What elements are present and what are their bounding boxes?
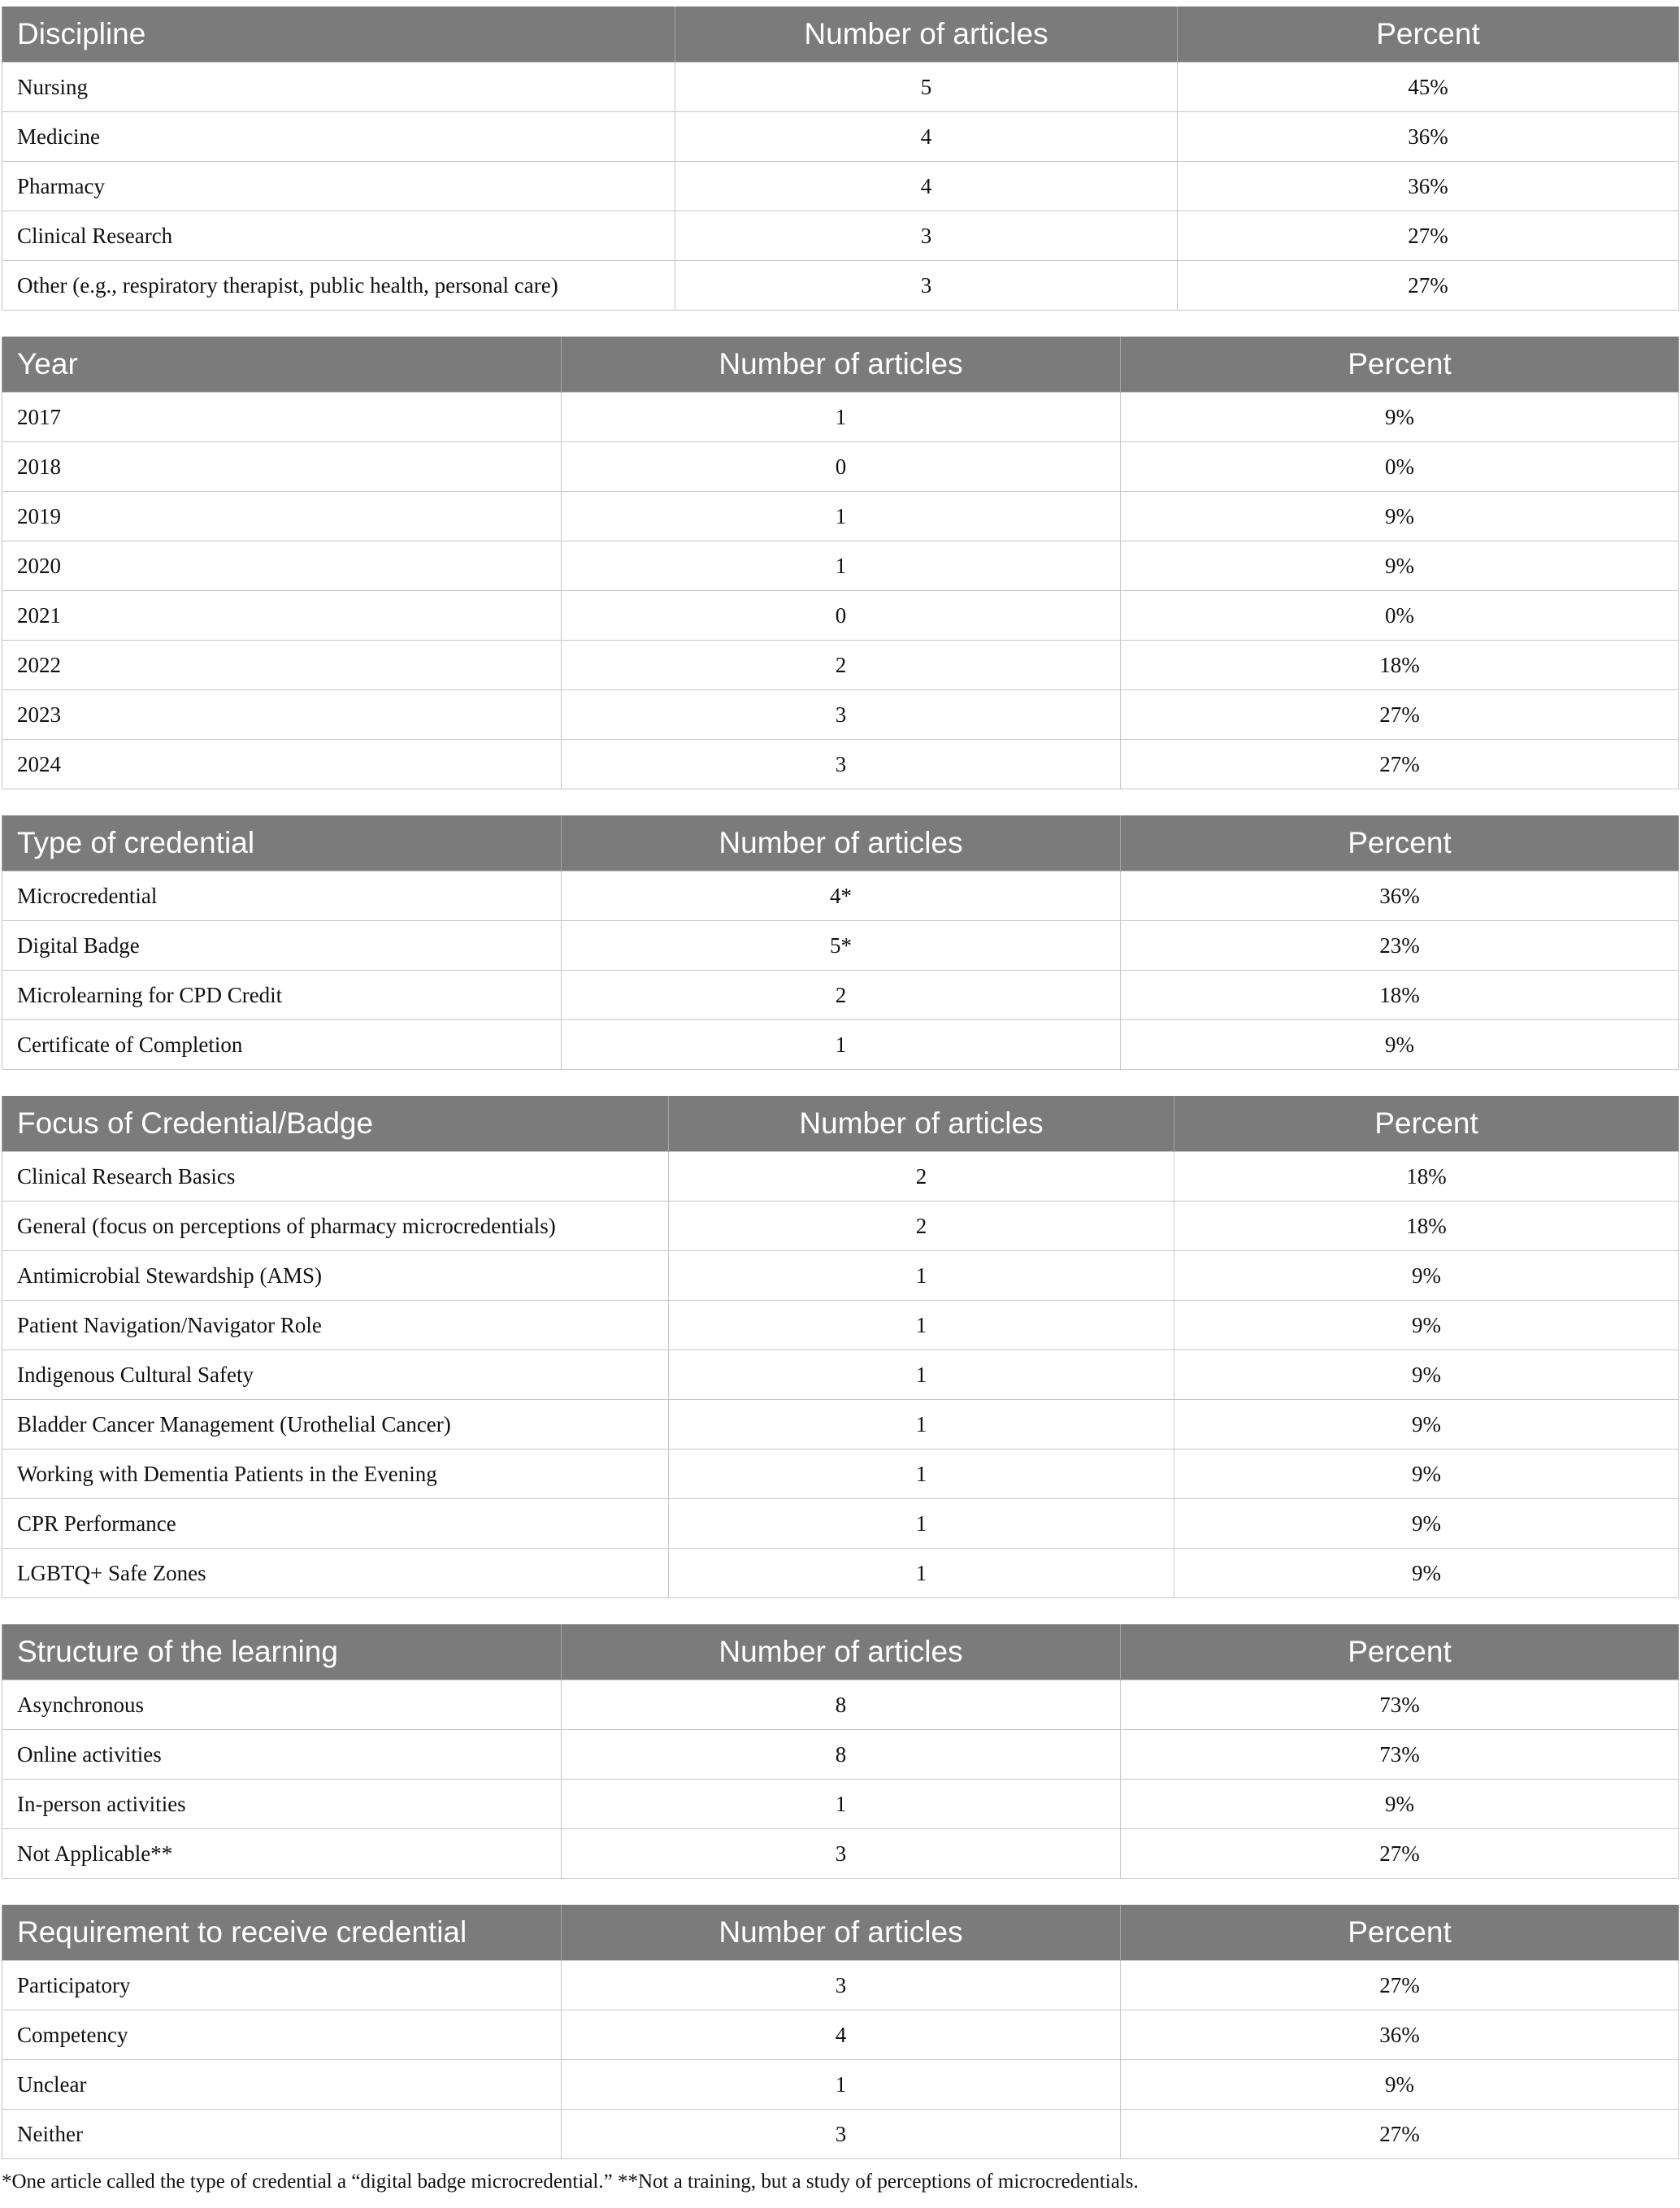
cell-pct: 9%: [1174, 1450, 1679, 1499]
cell-num: 3: [562, 740, 1121, 789]
cell-label: 2024: [2, 740, 562, 789]
column-header-label: Requirement to receive credential: [2, 1905, 562, 1961]
cell-pct: 9%: [1121, 1780, 1679, 1829]
cell-num: 3: [562, 690, 1121, 740]
cell-label: Participatory: [2, 1961, 562, 2010]
cell-pct: 36%: [1121, 871, 1679, 921]
column-header-label: Type of credential: [2, 815, 562, 871]
column-header-num: Number of articles: [669, 1096, 1174, 1152]
cell-pct: 23%: [1121, 921, 1679, 971]
cell-pct: 18%: [1121, 971, 1679, 1020]
column-header-pct: Percent: [1178, 7, 1679, 63]
table-row: [2, 1350, 1679, 1400]
cell-num: 1: [562, 541, 1121, 591]
cell-num: 5*: [562, 921, 1121, 971]
table-row: [2, 1829, 1679, 1879]
cell-label: In-person activities: [2, 1780, 562, 1829]
table-row: [2, 211, 1679, 261]
column-header-pct: Percent: [1121, 337, 1679, 393]
cell-num: 8: [562, 1680, 1121, 1730]
cell-label: Bladder Cancer Management (Urothelial Cancer): [2, 1400, 669, 1450]
cell-num: 3: [675, 261, 1178, 311]
cell-pct: 27%: [1178, 261, 1679, 311]
cell-pct: 9%: [1121, 541, 1679, 591]
cell-num: 3: [675, 211, 1178, 261]
cell-pct: 27%: [1121, 690, 1679, 740]
cell-pct: 0%: [1121, 442, 1679, 492]
cell-pct: 18%: [1174, 1202, 1679, 1251]
cell-pct: 18%: [1121, 641, 1679, 690]
cell-label: Patient Navigation/Navigator Role: [2, 1301, 669, 1350]
cell-pct: 73%: [1121, 1680, 1679, 1730]
cell-num: 1: [669, 1549, 1174, 1598]
cell-num: 1: [669, 1400, 1174, 1450]
table-row: [2, 1549, 1679, 1598]
column-header-num: Number of articles: [562, 337, 1121, 393]
table-row: [2, 261, 1679, 311]
cell-label: Microlearning for CPD Credit: [2, 971, 562, 1020]
cell-label: Working with Dementia Patients in the Evening: [2, 1450, 669, 1499]
credential-requirement-table: [2, 1905, 1679, 2159]
cell-pct: 9%: [1174, 1350, 1679, 1400]
cell-num: 1: [562, 393, 1121, 442]
cell-num: 1: [562, 1780, 1121, 1829]
cell-label: Medicine: [2, 112, 675, 162]
column-header-pct: Percent: [1121, 1905, 1679, 1961]
cell-label: 2018: [2, 442, 562, 492]
table-row: [2, 112, 1679, 162]
table-row: [2, 541, 1679, 591]
table-row: [2, 1730, 1679, 1780]
table-row: [2, 1499, 1679, 1549]
cell-num: 3: [562, 1829, 1121, 1879]
column-header-label: Structure of the learning: [2, 1624, 562, 1680]
cell-label: CPR Performance: [2, 1499, 669, 1549]
table-row: [2, 1780, 1679, 1829]
table-row: [2, 1152, 1679, 1202]
cell-num: 2: [669, 1152, 1174, 1202]
cell-num: 1: [669, 1350, 1174, 1400]
cell-label: Nursing: [2, 63, 675, 112]
cell-num: 1: [562, 492, 1121, 541]
table-row: [2, 1251, 1679, 1301]
table-header-row: [2, 337, 1679, 393]
table-row: [2, 1961, 1679, 2010]
column-header-pct: Percent: [1174, 1096, 1679, 1152]
cell-pct: 9%: [1121, 1020, 1679, 1070]
cell-label: Digital Badge: [2, 921, 562, 971]
table-header-row: [2, 7, 1679, 63]
table-row: [2, 1020, 1679, 1070]
cell-pct: 9%: [1174, 1549, 1679, 1598]
cell-label: Pharmacy: [2, 162, 675, 211]
table-row: [2, 871, 1679, 921]
table-row: [2, 442, 1679, 492]
table-row: [2, 1450, 1679, 1499]
cell-num: 2: [562, 971, 1121, 1020]
table-header-row: [2, 1905, 1679, 1961]
cell-label: LGBTQ+ Safe Zones: [2, 1549, 669, 1598]
cell-num: 0: [562, 442, 1121, 492]
cell-label: Unclear: [2, 2060, 562, 2110]
cell-label: 2019: [2, 492, 562, 541]
cell-pct: 9%: [1174, 1301, 1679, 1350]
cell-label: General (focus on perceptions of pharmacy microcredentials): [2, 1202, 669, 1251]
cell-pct: 9%: [1121, 2060, 1679, 2110]
cell-label: Clinical Research Basics: [2, 1152, 669, 1202]
cell-label: 2023: [2, 690, 562, 740]
column-header-num: Number of articles: [562, 1905, 1121, 1961]
cell-label: Other (e.g., respiratory therapist, public health, personal care): [2, 261, 675, 311]
cell-label: Antimicrobial Stewardship (AMS): [2, 1251, 669, 1301]
cell-num: 1: [562, 2060, 1121, 2110]
cell-label: Online activities: [2, 1730, 562, 1780]
cell-pct: 27%: [1178, 211, 1679, 261]
cell-pct: 0%: [1121, 591, 1679, 641]
table-row: [2, 162, 1679, 211]
learning-structure-table: [2, 1624, 1679, 1879]
cell-num: 4: [562, 2010, 1121, 2060]
cell-label: Microcredential: [2, 871, 562, 921]
cell-label: Competency: [2, 2010, 562, 2060]
table-row: [2, 1680, 1679, 1730]
cell-num: 4: [675, 112, 1178, 162]
table-row: [2, 971, 1679, 1020]
cell-pct: 27%: [1121, 1829, 1679, 1879]
cell-num: 1: [669, 1450, 1174, 1499]
cell-num: 2: [562, 641, 1121, 690]
cell-pct: 27%: [1121, 740, 1679, 789]
discipline-table: [2, 7, 1679, 311]
table-header-row: [2, 815, 1679, 871]
cell-pct: 9%: [1174, 1251, 1679, 1301]
table-row: [2, 492, 1679, 541]
column-header-label: Focus of Credential/Badge: [2, 1096, 669, 1152]
cell-num: 4: [675, 162, 1178, 211]
cell-num: 0: [562, 591, 1121, 641]
cell-pct: 36%: [1178, 112, 1679, 162]
table-row: [2, 591, 1679, 641]
cell-label: Asynchronous: [2, 1680, 562, 1730]
table-row: [2, 2060, 1679, 2110]
credential-type-table: [2, 815, 1679, 1070]
cell-pct: 9%: [1174, 1400, 1679, 1450]
column-header-label: Year: [2, 337, 562, 393]
cell-label: Not Applicable**: [2, 1829, 562, 1879]
table-row: [2, 393, 1679, 442]
cell-label: Neither: [2, 2110, 562, 2159]
footnote: *One article called the type of credential a “digital badge microcredential.” **Not a training, but a study of perceptions of microcredentials.: [2, 2171, 1139, 2193]
table-row: [2, 63, 1679, 112]
cell-pct: 36%: [1178, 162, 1679, 211]
cell-pct: 9%: [1121, 393, 1679, 442]
cell-num: 2: [669, 1202, 1174, 1251]
table-row: [2, 1202, 1679, 1251]
cell-label: Certificate of Completion: [2, 1020, 562, 1070]
cell-num: 1: [562, 1020, 1121, 1070]
table-header-row: [2, 1624, 1679, 1680]
cell-num: 8: [562, 1730, 1121, 1780]
table-row: [2, 2110, 1679, 2159]
table-row: [2, 921, 1679, 971]
cell-pct: 27%: [1121, 2110, 1679, 2159]
cell-num: 4*: [562, 871, 1121, 921]
column-header-label: Discipline: [2, 7, 675, 63]
cell-num: 3: [562, 1961, 1121, 2010]
cell-pct: 27%: [1121, 1961, 1679, 2010]
cell-label: 2020: [2, 541, 562, 591]
cell-label: Clinical Research: [2, 211, 675, 261]
table-header-row: [2, 1096, 1679, 1152]
column-header-num: Number of articles: [675, 7, 1178, 63]
cell-pct: 9%: [1174, 1499, 1679, 1549]
cell-label: 2017: [2, 393, 562, 442]
cell-label: 2021: [2, 591, 562, 641]
column-header-num: Number of articles: [562, 1624, 1121, 1680]
column-header-pct: Percent: [1121, 815, 1679, 871]
credential-focus-table: [2, 1096, 1679, 1598]
table-row: [2, 1400, 1679, 1450]
column-header-num: Number of articles: [562, 815, 1121, 871]
cell-num: 5: [675, 63, 1178, 112]
cell-pct: 36%: [1121, 2010, 1679, 2060]
cell-num: 3: [562, 2110, 1121, 2159]
cell-num: 1: [669, 1301, 1174, 1350]
cell-pct: 73%: [1121, 1730, 1679, 1780]
year-table: [2, 337, 1679, 789]
column-header-pct: Percent: [1121, 1624, 1679, 1680]
cell-label: 2022: [2, 641, 562, 690]
table-row: [2, 1301, 1679, 1350]
cell-pct: 45%: [1178, 63, 1679, 112]
table-row: [2, 641, 1679, 690]
table-row: [2, 2010, 1679, 2060]
cell-pct: 18%: [1174, 1152, 1679, 1202]
table-row: [2, 690, 1679, 740]
cell-pct: 9%: [1121, 492, 1679, 541]
cell-num: 1: [669, 1499, 1174, 1549]
cell-label: Indigenous Cultural Safety: [2, 1350, 669, 1400]
table-row: [2, 740, 1679, 789]
cell-num: 1: [669, 1251, 1174, 1301]
